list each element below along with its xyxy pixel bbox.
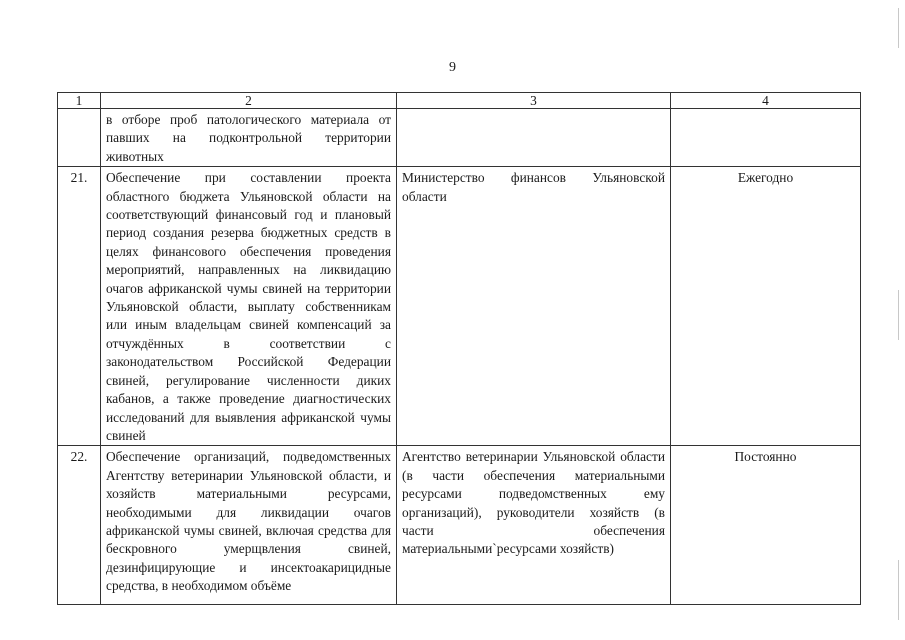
table-row: [58, 109, 861, 167]
scan-edge-mark: [898, 8, 899, 48]
table-row: [58, 446, 861, 605]
table-header-row: [58, 93, 861, 109]
responsible-text: Агентство ветеринарии Ульяновской области (в части обеспечения материальными ресурсами подведомственных ему организаций), руководители хозяйств (в части обеспечения материальными`ресурсами хозяйств): [397, 446, 671, 605]
measure-text: в отборе проб патологического материала от павших на подконтрольной территории животных: [101, 109, 397, 167]
period-text: [671, 109, 861, 167]
measures-table: [57, 92, 861, 605]
page-number: 9: [449, 60, 456, 75]
table-row: [58, 167, 861, 446]
row-number: [58, 109, 101, 167]
period-text: Постоянно: [671, 446, 861, 605]
column-header-4: 4: [671, 93, 861, 109]
column-header-2: 2: [101, 93, 397, 109]
responsible-text: Министерство финансов Ульяновской области: [397, 167, 671, 446]
measure-text: Обеспечение при составлении проекта областного бюджета Ульяновской области на соответствующий финансовый год и плановый период создания резерва бюджетных средств в целях финансового обеспечения проведения мероприятий, направленных на ликвидацию очагов африканской чумы свиней на территории Ульяновской области, выплату собственникам или иным владельцам свиней компенсаций за отчуждённых в соответствии с законодательством Российской Федерации свиней, регулирование численности диких кабанов, а также проведение диагностических исследований для выявления африканской чумы свиней: [101, 167, 397, 446]
measure-text: Обеспечение организаций, подведомственных Агентству ветеринарии Ульяновской области, и хозяйств материальными ресурсами, необходимыми для ликвидации очагов африканской чумы свиней, включая средства для бескровного умерщвления свиней, дезинфицирующие и инсектоакарицидные средства, в необходимом объёме: [101, 446, 397, 605]
column-header-3: 3: [397, 93, 671, 109]
scan-edge-mark: [898, 290, 899, 340]
responsible-text: [397, 109, 671, 167]
scan-edge-mark: [898, 560, 899, 620]
row-number: 21.: [58, 167, 101, 446]
period-text: Ежегодно: [671, 167, 861, 446]
column-header-1: 1: [58, 93, 101, 109]
row-number: 22.: [58, 446, 101, 605]
